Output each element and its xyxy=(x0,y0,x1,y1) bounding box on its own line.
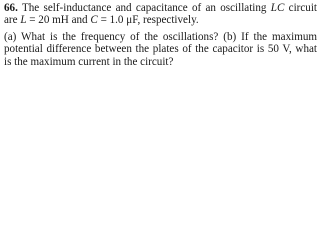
statement-text-1: The self-inductance and capacitance of an oscillating xyxy=(17,2,271,14)
symbol-lc: LC xyxy=(270,2,285,14)
symbol-capacitance: C xyxy=(90,14,98,27)
inductance-value: = 20 mH and xyxy=(26,14,91,27)
symbol-inductance: L xyxy=(20,14,27,27)
statement-text-2: circuit are xyxy=(4,2,317,27)
problem-number: 66. xyxy=(4,2,18,14)
problem-questions: (a) What is the frequency of the oscillations? (b) If the maximum potential difference between the plates of the capacitor is 50 V, what is the maximum current in the circuit? xyxy=(4,30,317,68)
problem-statement xyxy=(4,2,317,27)
problem-66 xyxy=(4,2,317,68)
capacitance-value: = 1.0 μF, respectively. xyxy=(97,14,199,27)
